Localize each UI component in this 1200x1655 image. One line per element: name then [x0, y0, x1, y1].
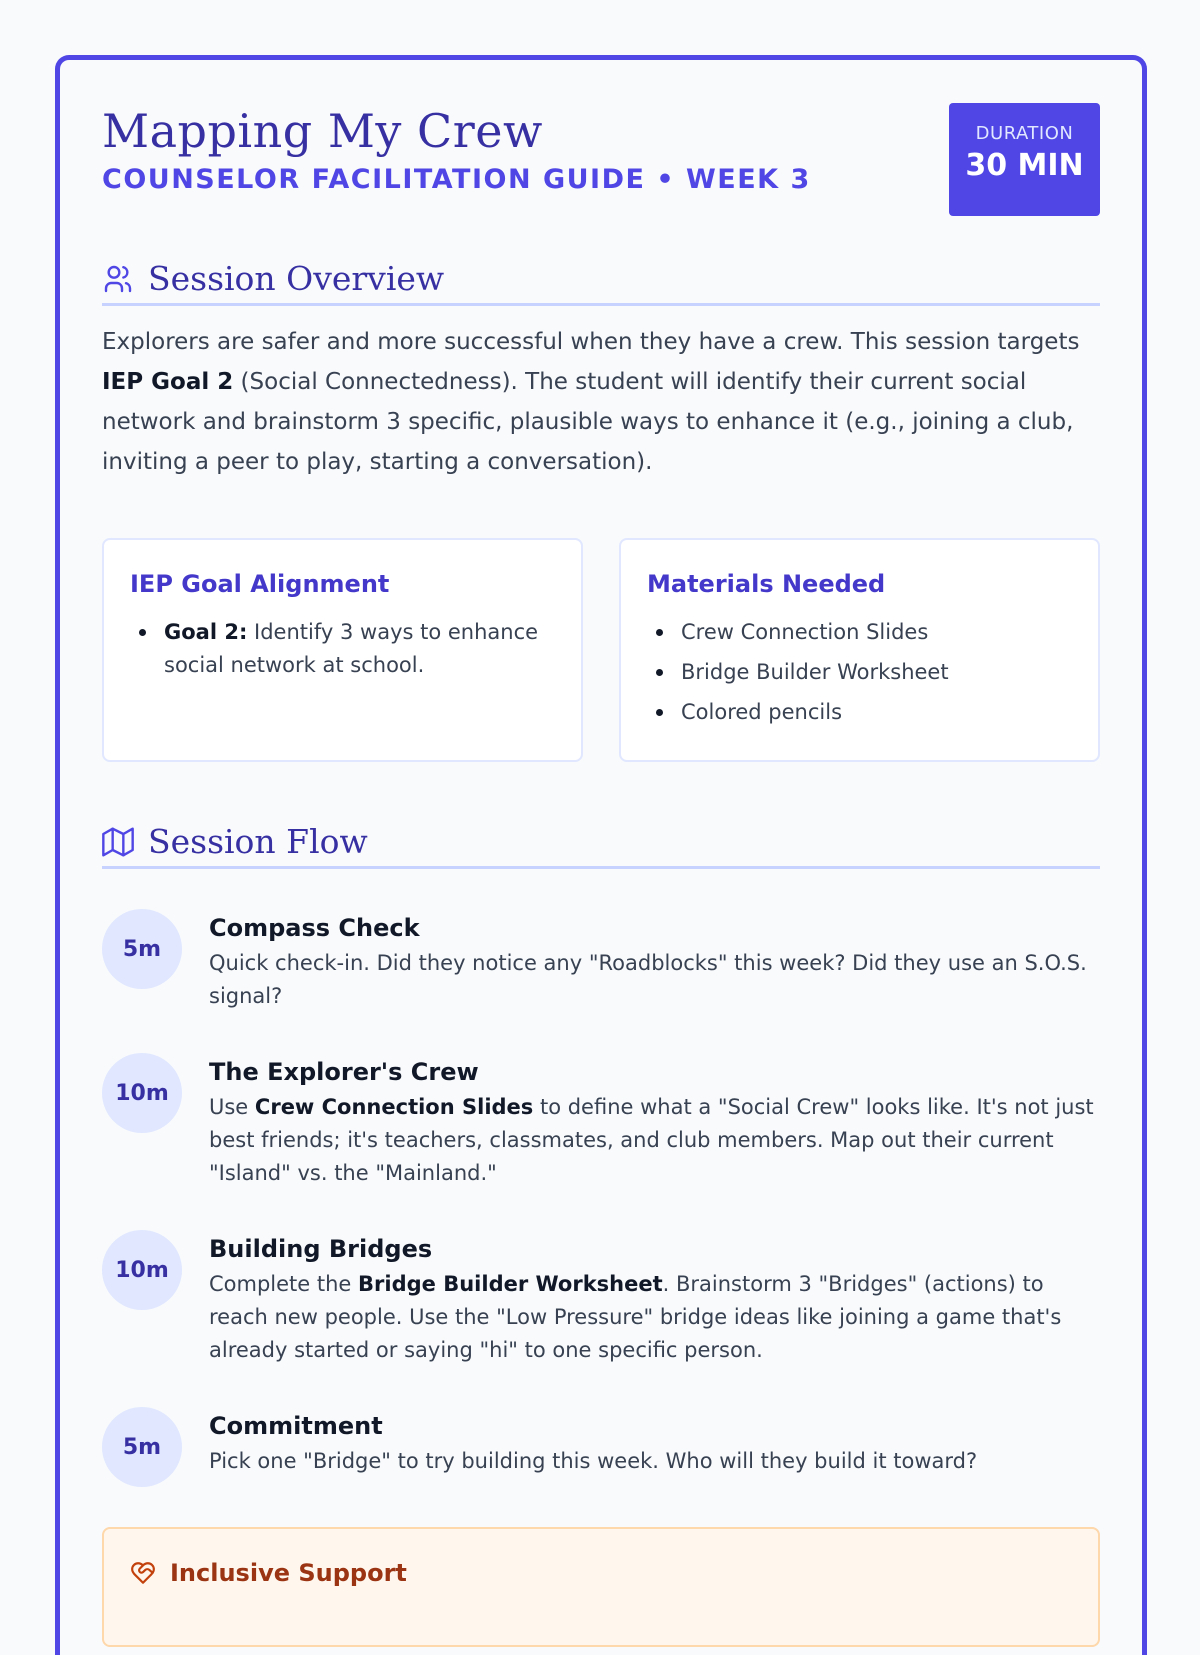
section-title: Session Overview: [148, 259, 445, 298]
materials-box: [619, 538, 1100, 762]
duration-badge: [949, 103, 1100, 216]
step-body: [209, 1407, 1100, 1487]
list-item: Crew Connection Slides: [647, 616, 1072, 649]
step-description: [209, 1445, 1100, 1478]
page-subtitle: COUNSELOR FACILITATION GUIDE • WEEK 3: [102, 164, 811, 195]
info-boxes: [102, 538, 1100, 762]
session-flow-heading: [102, 820, 1100, 869]
step-time-badge: 10m: [102, 1053, 182, 1133]
support-title: Inclusive Support: [170, 1559, 407, 1587]
step-description: [209, 1091, 1100, 1190]
step-highlight: Crew Connection Slides: [254, 1095, 534, 1119]
list-item: Bridge Builder Worksheet: [647, 656, 1072, 689]
list-item: Colored pencils: [647, 696, 1072, 729]
duration-value: 30 MIN: [965, 148, 1084, 183]
iep-goal-box: [102, 538, 583, 762]
goal-text: Identify 3 ways to enhance social network at school.: [164, 620, 539, 677]
overview-goal-highlight: IEP Goal 2: [102, 369, 234, 395]
materials-heading: Materials Needed: [647, 570, 886, 598]
step-highlight: Bridge Builder Worksheet: [358, 1272, 663, 1296]
session-overview-heading: [102, 257, 1100, 306]
overview-text: Explorers are safer and more successful when they have a crew. This session targets: [102, 329, 1080, 355]
iep-goal-list: [130, 616, 555, 682]
page-title: Mapping My Crew: [102, 104, 543, 158]
session-step: [102, 1053, 1100, 1190]
step-body: [209, 909, 1100, 1013]
step-title: Commitment: [209, 1412, 383, 1440]
heart-handshake-icon: [130, 1559, 158, 1587]
inclusive-support-heading: [130, 1559, 1072, 1587]
step-text: Use: [209, 1095, 255, 1119]
step-body: [209, 1230, 1100, 1367]
step-text: Complete the: [209, 1272, 359, 1296]
session-step: [102, 1407, 1100, 1487]
step-time-badge: 10m: [102, 1230, 182, 1310]
materials-list: [647, 616, 1072, 729]
step-title: The Explorer's Crew: [209, 1058, 479, 1086]
session-steps: [102, 909, 1100, 1487]
step-text: . Brainstorm 3 "Bridges" (actions) to reach new people. Use the "Low Pressure" bridge ideas like joining a game that's already started or saying "hi" to one specific person.: [209, 1272, 1062, 1362]
list-item: [130, 616, 555, 682]
step-body: [209, 1053, 1100, 1190]
step-text: to define what a "Social Crew" looks like. It's not just best friends; it's teachers, classmates, and club members. Map out their current "Island" vs. the "Mainland.": [209, 1095, 1094, 1185]
session-step: [102, 1230, 1100, 1367]
step-title: Compass Check: [209, 914, 420, 942]
step-time-badge: 5m: [102, 909, 182, 989]
overview-text: (Social Connectedness). The student will identify their current social network and brainstorm 3 specific, plausible ways to enhance it (e.g., joining a club, inviting a peer to play, starting a conversation).: [102, 369, 1074, 475]
step-title: Building Bridges: [209, 1235, 433, 1263]
users-icon: [102, 262, 136, 296]
guide-header: [102, 103, 1100, 253]
duration-label: DURATION: [975, 123, 1074, 144]
inclusive-support-box: [102, 1527, 1100, 1647]
step-description: [209, 1268, 1100, 1367]
iep-goal-heading: IEP Goal Alignment: [130, 570, 390, 598]
map-icon: [102, 825, 136, 859]
facilitation-guide-card: [55, 55, 1147, 1655]
overview-paragraph: [102, 322, 1100, 482]
session-step: [102, 909, 1100, 1013]
step-time-badge: 5m: [102, 1407, 182, 1487]
step-text: Pick one "Bridge" to try building this week. Who will they build it toward?: [209, 1449, 978, 1473]
section-title: Session Flow: [148, 822, 368, 861]
step-text: Quick check-in. Did they notice any "Roadblocks" this week? Did they use an S.O.S. signal?: [209, 951, 1087, 1008]
goal-label: Goal 2:: [164, 620, 248, 644]
step-description: [209, 947, 1100, 1013]
